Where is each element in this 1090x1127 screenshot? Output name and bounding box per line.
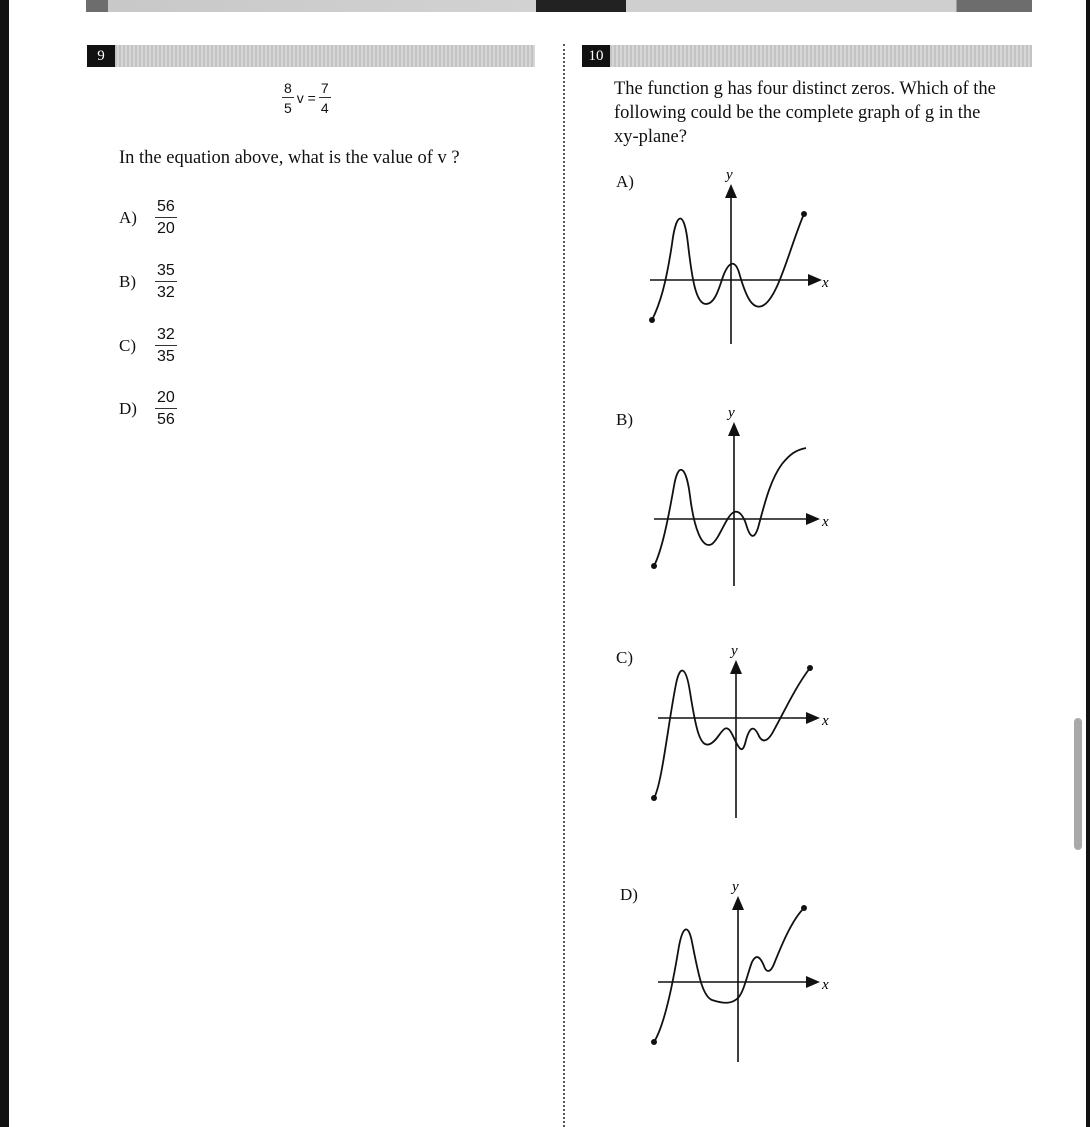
choice-c[interactable]: C) $\frac{32}{35}$	[119, 326, 175, 365]
graph-d-end-point	[801, 905, 807, 911]
graph-c-label[interactable]: C)	[616, 648, 633, 667]
graph-c-curve	[654, 668, 810, 798]
graph-c-end-point	[807, 665, 813, 671]
graph-a[interactable]	[640, 164, 860, 354]
question-10-prompt: The function g has four distinct zeros. Which of the following could be the complete graph of g in the xy-plane?	[614, 79, 996, 147]
choice-d[interactable]: D) $\frac{20}{56}$	[119, 389, 175, 428]
graph-b-x-arrow	[806, 513, 820, 525]
question-10-number: 10	[582, 45, 610, 67]
graph-b-y-label: y	[728, 405, 735, 421]
graph-d-y-arrow	[732, 896, 744, 910]
equation-lhs-fraction: $\frac{8}{5}$	[284, 80, 292, 116]
graph-b-label[interactable]: B)	[616, 410, 633, 429]
choice-a[interactable]: A) $\frac{56}{20}$	[119, 198, 175, 237]
graph-a-x-label: x	[822, 275, 829, 291]
graph-a-start-point	[649, 317, 655, 323]
question-9-header-bar	[87, 45, 535, 67]
graph-b-y-arrow	[728, 422, 740, 436]
graph-d-x-arrow	[806, 976, 820, 988]
equation-rhs-fraction: $\frac{7}{4}$	[320, 80, 329, 116]
scrollbar-thumb[interactable]	[1074, 718, 1082, 850]
left-edge	[0, 0, 9, 1127]
graph-d-label[interactable]: D)	[620, 885, 638, 904]
question-9-number: 9	[87, 45, 115, 67]
question-10-header-bar	[582, 45, 1032, 67]
column-divider	[563, 44, 565, 1127]
graph-a-end-point	[801, 211, 807, 217]
choice-b[interactable]: B) $\frac{35}{32}$	[119, 262, 175, 301]
question-9-equation	[282, 80, 331, 116]
graph-b-start-point	[651, 563, 657, 569]
graph-d[interactable]	[640, 876, 860, 1066]
graph-a-label[interactable]: A)	[616, 172, 634, 191]
graph-b-curve	[654, 448, 806, 566]
right-edge	[1086, 0, 1090, 1127]
graph-a-y-arrow	[725, 184, 737, 198]
graph-d-y-label: y	[732, 879, 739, 895]
graph-b[interactable]	[640, 400, 860, 590]
graph-c-y-arrow	[730, 660, 742, 674]
top-band	[86, 0, 1032, 12]
graph-c[interactable]	[640, 634, 860, 824]
graph-a-x-arrow	[808, 274, 822, 286]
graph-c-x-label: x	[822, 713, 829, 729]
equation-variable: v =	[296, 90, 316, 106]
graph-d-x-label: x	[822, 977, 829, 993]
graph-c-x-arrow	[806, 712, 820, 724]
graph-a-curve	[652, 214, 804, 320]
question-9-prompt: In the equation above, what is the value of v ?	[119, 148, 460, 168]
graph-b-x-label: x	[822, 514, 829, 530]
graph-c-start-point	[651, 795, 657, 801]
graph-d-curve	[654, 908, 804, 1042]
graph-c-y-label: y	[731, 643, 738, 659]
graph-a-y-label: y	[726, 167, 733, 183]
graph-d-start-point	[651, 1039, 657, 1045]
